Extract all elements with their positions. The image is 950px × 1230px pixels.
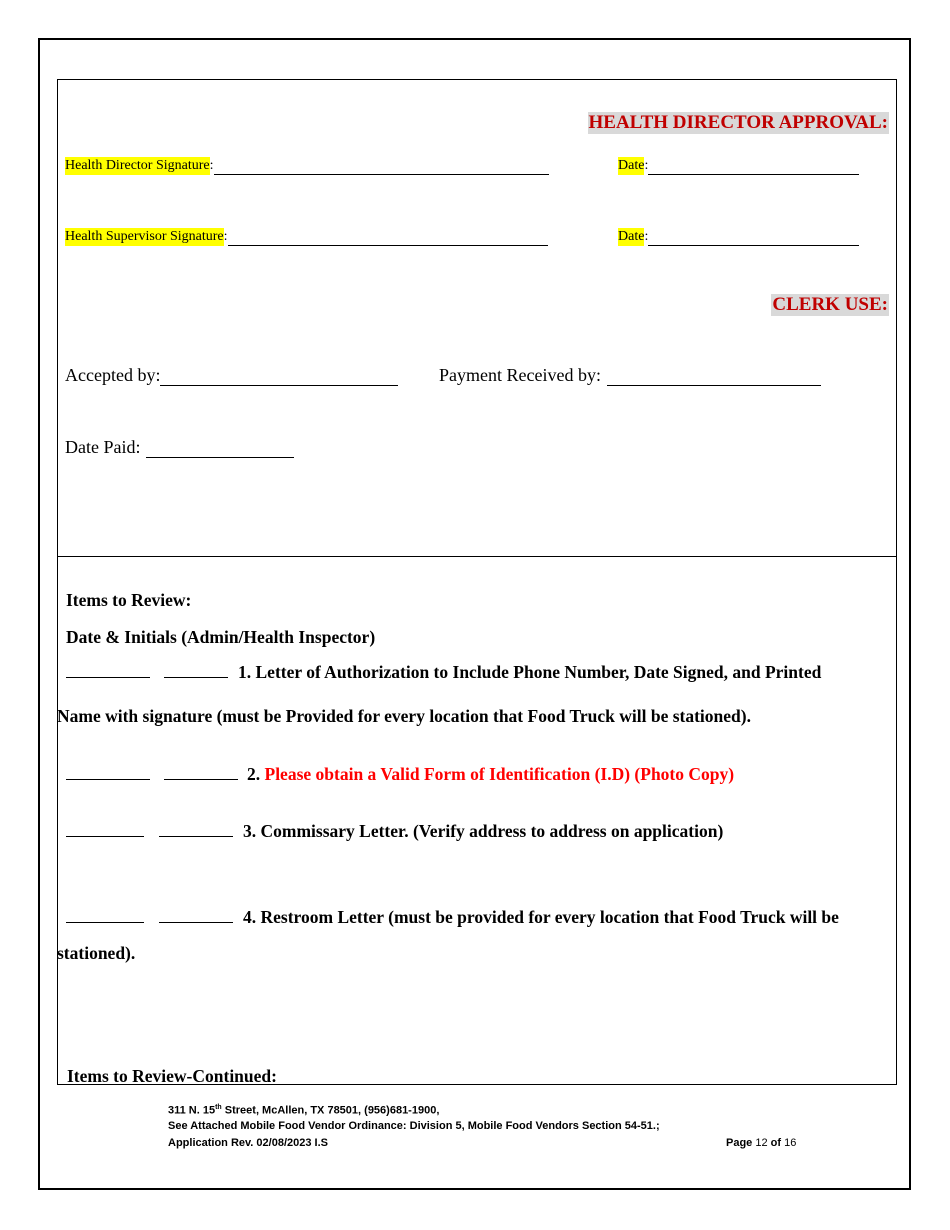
section-divider [57,556,897,557]
page-total: 16 [784,1137,797,1149]
date-paid-label: Date Paid: [65,437,141,457]
footer-revision: Application Rev. 02/08/2023 I.S [168,1137,328,1149]
clerk-use-heading: CLERK USE: [772,294,888,315]
payment-received-row [439,364,821,386]
item-4-date-blank[interactable] [66,906,144,923]
director-date-field[interactable] [648,160,859,175]
item-2-initials-blank[interactable] [164,763,238,780]
director-date-colon: : [644,158,649,173]
supervisor-date-label: Date [618,229,645,244]
accepted-by-label: Accepted by: [65,365,161,385]
item-2-date-blank[interactable] [66,763,150,780]
footer-address [168,1100,439,1119]
item-2 [66,763,734,785]
date-paid-row [65,436,294,458]
item-1-text: 1. Letter of Authorization to Include Phone Number, Date Signed, and Printed [238,662,822,682]
director-signature-field[interactable] [214,160,549,175]
item-4-text: 4. Restroom Letter (must be provided for every location that Food Truck will be [243,907,839,927]
items-to-review-title: Items to Review: [66,590,192,610]
footer-address-suffix: Street, McAllen, TX 78501, (956)681-1900, [221,1104,440,1117]
supervisor-date-colon: : [644,229,649,244]
item-3-date-blank[interactable] [66,820,144,837]
director-date-label: Date [618,158,645,173]
item-1-date-blank[interactable] [66,661,150,678]
item-1-initials-blank[interactable] [164,661,228,678]
item-4-initials-blank[interactable] [159,906,233,923]
director-signature-label: Health Director Signature [65,158,210,173]
supervisor-signature-row [65,228,548,246]
footer-ordinance: See Attached Mobile Food Vendor Ordinance: Division 5, Mobile Food Vendors Section 54-51.; [168,1120,660,1132]
director-date-row [618,157,859,175]
supervisor-signature-label: Health Supervisor Signature [65,229,224,244]
item-3-text: 3. Commissary Letter. (Verify address to address on application) [243,821,724,841]
item-1-line-2: Name with signature (must be Provided for every location that Food Truck will be stationed). [57,706,751,726]
supervisor-date-row [618,228,859,246]
director-signature-row [65,157,549,175]
date-paid-field[interactable] [146,439,294,458]
health-director-approval-heading: HEALTH DIRECTOR APPROVAL: [588,112,888,133]
supervisor-date-field[interactable] [648,231,859,246]
page-of: of [770,1137,782,1149]
item-4-line-2: stationed). [57,943,136,963]
date-initials-subtitle: Date & Initials (Admin/Health Inspector) [66,627,376,647]
page-current: 12 [755,1137,768,1149]
footer-address-prefix: 311 N. 15 [168,1104,216,1117]
footer-address-sup: th [215,1104,222,1111]
accepted-by-field[interactable] [160,367,398,386]
supervisor-signature-colon: : [223,229,228,244]
page-number [726,1135,796,1151]
accepted-by-row [65,364,398,386]
payment-received-label: Payment Received by: [439,365,601,385]
payment-received-field[interactable] [607,367,821,386]
supervisor-signature-field[interactable] [228,231,548,246]
item-1-line-1 [66,661,821,683]
item-2-text: Please obtain a Valid Form of Identification (I.D) (Photo Copy) [264,764,735,784]
page-word: Page [726,1137,753,1149]
item-4-line-1 [66,906,839,928]
director-signature-colon: : [209,158,214,173]
item-3-initials-blank[interactable] [159,820,233,837]
items-to-review-continued: Items to Review-Continued: [67,1066,277,1086]
item-3 [66,820,723,842]
item-2-number: 2. [247,764,261,784]
